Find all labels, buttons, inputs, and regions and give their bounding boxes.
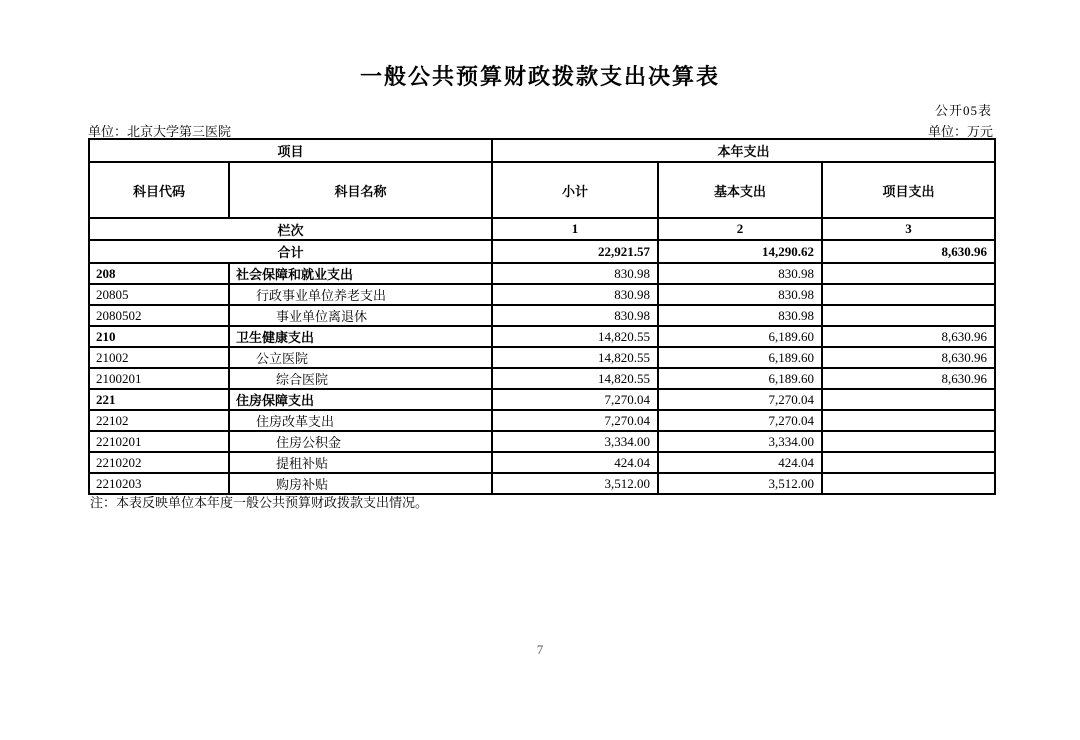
cell-basic: 424.04 [658, 452, 822, 473]
cell-project [822, 431, 995, 452]
table-row [89, 347, 995, 368]
cell-code: 2080502 [89, 305, 229, 326]
table-code-label: 公开05表 [934, 103, 992, 118]
cell-project [822, 410, 995, 431]
header-group-project: 项目 [89, 139, 492, 162]
cell-code: 2210202 [89, 452, 229, 473]
cell-name: 公立医院 [229, 347, 492, 368]
cell-basic: 6,189.60 [658, 347, 822, 368]
cell-name: 社会保障和就业支出 [229, 263, 492, 284]
table-header-columns-row [89, 162, 995, 218]
cell-name: 行政事业单位养老支出 [229, 284, 492, 305]
page-title: 一般公共预算财政拨款支出决算表 [359, 64, 720, 89]
cell-project [822, 473, 995, 494]
header-col-basic: 基本支出 [658, 162, 822, 218]
header-col-name: 科目名称 [229, 162, 492, 218]
index-label: 栏次 [89, 218, 492, 240]
table-header-group-row [89, 139, 995, 162]
currency-unit-label: 单位：万元 [927, 124, 993, 139]
cell-subtotal: 14,820.55 [492, 347, 658, 368]
header-group-current-year: 本年支出 [492, 139, 995, 162]
header-col-project: 项目支出 [822, 162, 995, 218]
cell-code: 21002 [89, 347, 229, 368]
index-col-3: 3 [822, 218, 995, 240]
cell-code: 210 [89, 326, 229, 347]
header-col-subtotal: 小计 [492, 162, 658, 218]
cell-basic: 3,334.00 [658, 431, 822, 452]
cell-code: 20805 [89, 284, 229, 305]
cell-code: 2100201 [89, 368, 229, 389]
total-basic: 14,290.62 [658, 240, 822, 263]
cell-name: 事业单位离退休 [229, 305, 492, 326]
total-label: 合计 [89, 240, 492, 263]
header-col-code: 科目代码 [89, 162, 229, 218]
cell-basic: 6,189.60 [658, 326, 822, 347]
index-col-1: 1 [492, 218, 658, 240]
cell-name: 住房公积金 [229, 431, 492, 452]
cell-name: 提租补贴 [229, 452, 492, 473]
cell-code: 22102 [89, 410, 229, 431]
cell-subtotal: 830.98 [492, 305, 658, 326]
cell-basic: 7,270.04 [658, 389, 822, 410]
page-number: 7 [536, 642, 544, 657]
cell-project [822, 389, 995, 410]
cell-project [822, 263, 995, 284]
total-row [89, 240, 995, 263]
cell-subtotal: 14,820.55 [492, 326, 658, 347]
table-index-row [89, 218, 995, 240]
table-row [89, 473, 995, 494]
cell-subtotal: 3,334.00 [492, 431, 658, 452]
cell-code: 208 [89, 263, 229, 284]
expenditure-table [88, 138, 996, 495]
total-subtotal: 22,921.57 [492, 240, 658, 263]
cell-name: 购房补贴 [229, 473, 492, 494]
reporting-unit-label: 单位：北京大学第三医院 [88, 124, 232, 139]
cell-basic: 7,270.04 [658, 410, 822, 431]
table-row [89, 263, 995, 284]
cell-subtotal: 14,820.55 [492, 368, 658, 389]
footnote: 注：本表反映单位本年度一般公共预算财政拨款支出情况。 [90, 495, 429, 510]
cell-name: 住房改革支出 [229, 410, 492, 431]
cell-basic: 830.98 [658, 305, 822, 326]
cell-project [822, 305, 995, 326]
cell-name: 卫生健康支出 [229, 326, 492, 347]
table-row [89, 368, 995, 389]
cell-project: 8,630.96 [822, 368, 995, 389]
index-col-2: 2 [658, 218, 822, 240]
total-project: 8,630.96 [822, 240, 995, 263]
table-row [89, 326, 995, 347]
table-row [89, 305, 995, 326]
cell-basic: 6,189.60 [658, 368, 822, 389]
table-row [89, 452, 995, 473]
cell-code: 221 [89, 389, 229, 410]
cell-project: 8,630.96 [822, 347, 995, 368]
cell-subtotal: 7,270.04 [492, 389, 658, 410]
table-row [89, 284, 995, 305]
cell-subtotal: 830.98 [492, 284, 658, 305]
cell-basic: 3,512.00 [658, 473, 822, 494]
table-row [89, 410, 995, 431]
cell-project [822, 452, 995, 473]
cell-project [822, 284, 995, 305]
cell-subtotal: 7,270.04 [492, 410, 658, 431]
cell-name: 住房保障支出 [229, 389, 492, 410]
cell-subtotal: 3,512.00 [492, 473, 658, 494]
cell-subtotal: 830.98 [492, 263, 658, 284]
cell-basic: 830.98 [658, 284, 822, 305]
cell-code: 2210203 [89, 473, 229, 494]
table-row [89, 431, 995, 452]
table-row [89, 389, 995, 410]
cell-code: 2210201 [89, 431, 229, 452]
cell-subtotal: 424.04 [492, 452, 658, 473]
cell-project: 8,630.96 [822, 326, 995, 347]
cell-basic: 830.98 [658, 263, 822, 284]
cell-name: 综合医院 [229, 368, 492, 389]
